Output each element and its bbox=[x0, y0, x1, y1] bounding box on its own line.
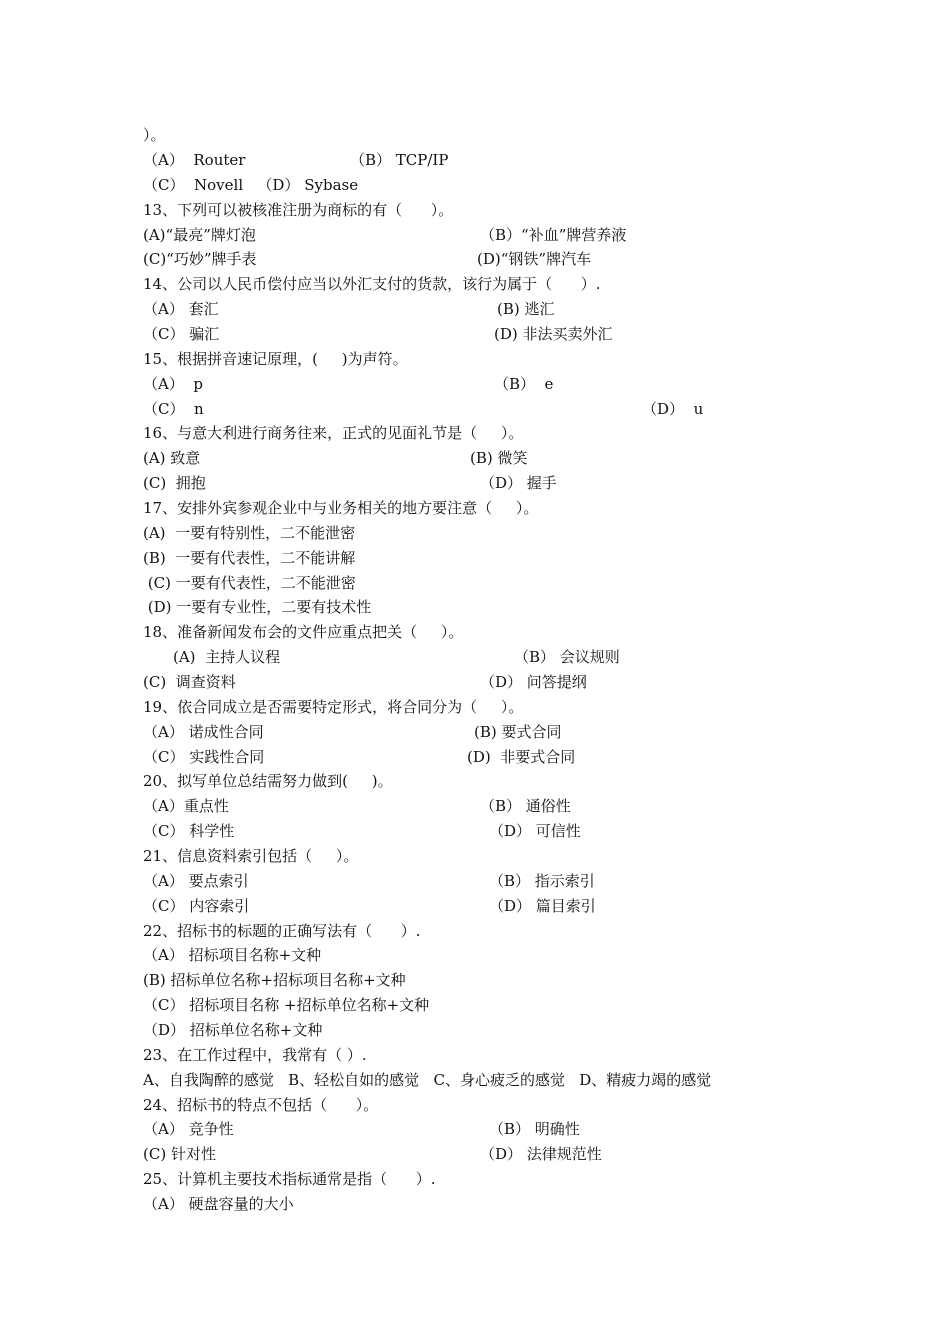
text-line: （A） 套汇 bbox=[143, 300, 219, 318]
text-line: （A）重点性 bbox=[143, 797, 229, 815]
text-line: (C) 一要有代表性，二不能泄密 bbox=[143, 574, 356, 592]
text-line: 21、信息资料索引包括（ ）。 bbox=[143, 847, 359, 865]
text-line: (C) 针对性 bbox=[143, 1145, 216, 1163]
text-line: (B) 招标单位名称+招标项目名称+文种 bbox=[143, 971, 406, 989]
text-line: 23、在工作过程中，我常有（ ）. bbox=[143, 1046, 367, 1064]
text-line: (B) 一要有代表性，二不能讲解 bbox=[143, 549, 356, 567]
text-line-option: (D) 非法买卖外汇 bbox=[494, 325, 613, 343]
text-line: (A)“最亮”牌灯泡 bbox=[143, 226, 256, 244]
text-line-option: （D） 可信性 bbox=[489, 822, 581, 840]
text-line: 24、招标书的特点不包括（ ）。 bbox=[143, 1096, 379, 1114]
text-line-option: （B） 指示索引 bbox=[489, 872, 595, 890]
text-line: （A） p bbox=[143, 375, 203, 393]
text-line: A、自我陶醉的感觉 B、轻松自如的感觉 C、身心疲乏的感觉 D、精疲力竭的感觉 bbox=[143, 1071, 712, 1089]
text-line: 19、依合同成立是否需要特定形式，将合同分为（ ）。 bbox=[143, 698, 524, 716]
text-line-option: (B) 要式合同 bbox=[474, 723, 562, 741]
text-line-option: （B） e bbox=[494, 375, 554, 393]
text-line: （A） 竞争性 bbox=[143, 1120, 234, 1138]
text-line: (A) 主持人议程 bbox=[173, 648, 281, 666]
text-line: （C） Novell （D） Sybase bbox=[143, 176, 359, 194]
text-line: 25、计算机主要技术指标通常是指（ ）. bbox=[143, 1170, 436, 1188]
text-line-option: （D） 法律规范性 bbox=[480, 1145, 602, 1163]
text-line: （C） 科学性 bbox=[143, 822, 235, 840]
text-line-option: （D） u bbox=[642, 400, 704, 418]
text-line: (C) 调查资料 bbox=[143, 673, 236, 691]
text-line: 18、准备新闻发布会的文件应重点把关（ ）。 bbox=[143, 623, 464, 641]
text-line: ）。 bbox=[143, 126, 166, 144]
text-line: （A） 招标项目名称+文种 bbox=[143, 946, 322, 964]
text-line: 17、安排外宾参观企业中与业务相关的地方要注意（ ）。 bbox=[143, 499, 539, 517]
text-line-option: （D） 篇目索引 bbox=[489, 897, 596, 915]
text-line: （D） 招标单位名称+文种 bbox=[143, 1021, 323, 1039]
text-line: （A） 硬盘容量的大小 bbox=[143, 1195, 294, 1213]
text-line: 20、拟写单位总结需努力做到( )。 bbox=[143, 772, 393, 790]
text-line: 16、与意大利进行商务往来，正式的见面礼节是（ ）。 bbox=[143, 424, 524, 442]
text-line-option: (D)“钢铁”牌汽车 bbox=[477, 250, 592, 268]
text-line-option: （D） 问答提纲 bbox=[480, 673, 587, 691]
text-line: 14、公司以人民币偿付应当以外汇支付的货款，该行为属于（ ）. bbox=[143, 275, 601, 293]
text-line: 13、下列可以被核准注册为商标的有（ ）。 bbox=[143, 201, 454, 219]
text-line-option: （B） 会议规则 bbox=[514, 648, 620, 666]
text-line: （A） Router bbox=[143, 151, 246, 169]
text-line: （A） 诺成性合同 bbox=[143, 723, 264, 741]
text-line: (A) 一要有特别性，二不能泄密 bbox=[143, 524, 356, 542]
text-line: （A） 要点索引 bbox=[143, 872, 249, 890]
text-line: 15、根据拼音速记原理，( )为声符。 bbox=[143, 350, 408, 368]
text-line: （C） 内容索引 bbox=[143, 897, 250, 915]
text-line-option: (B) 逃汇 bbox=[497, 300, 555, 318]
text-line: (D) 一要有专业性，二要有技术性 bbox=[143, 598, 372, 616]
text-line: (C)“巧妙”牌手表 bbox=[143, 250, 257, 268]
text-line: （C） 招标项目名称 +招标单位名称+文种 bbox=[143, 996, 430, 1014]
text-line: （C） 实践性合同 bbox=[143, 748, 265, 766]
text-line-option: （B） 通俗性 bbox=[480, 797, 571, 815]
text-line-option: （B）“补血”牌营养液 bbox=[480, 226, 627, 244]
text-line-option: （B） 明确性 bbox=[489, 1120, 580, 1138]
text-line-option: (D) 非要式合同 bbox=[467, 748, 576, 766]
text-line: 22、招标书的标题的正确写法有（ ）. bbox=[143, 922, 421, 940]
text-line: (C) 拥抱 bbox=[143, 474, 206, 492]
text-line-option: （B） TCP/IP bbox=[350, 151, 449, 169]
text-line: （C） n bbox=[143, 400, 204, 418]
text-line-option: (B) 微笑 bbox=[470, 449, 528, 467]
text-line: (A) 致意 bbox=[143, 449, 201, 467]
text-line-option: （D） 握手 bbox=[480, 474, 557, 492]
text-line: （C） 骗汇 bbox=[143, 325, 220, 343]
